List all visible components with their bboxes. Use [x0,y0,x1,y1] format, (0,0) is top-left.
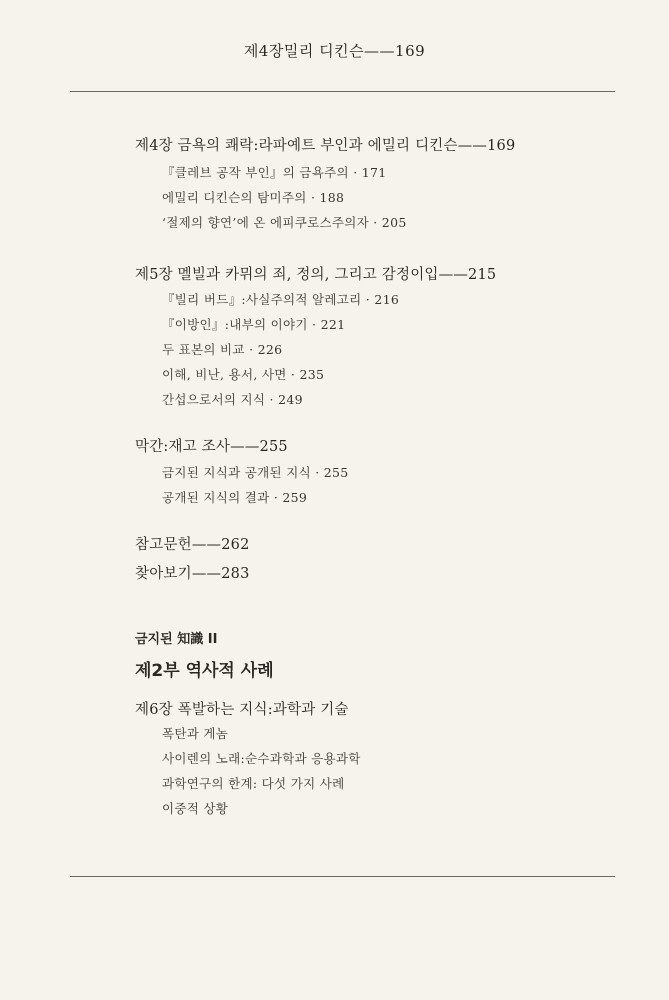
chapter-5-section: 『이방인』:내부의 이야기 · 221 [162,317,346,332]
chapter-6-section: 이중적 상황 [162,801,229,816]
chapter-5-title: 제5장 멜빌과 카뮈의 죄, 정의, 그리고 감정이입——215 [135,267,497,283]
interlude-section: 금지된 지식과 공개된 지식 · 255 [162,465,349,480]
chapter-5-section: 『빌리 버드』:사실주의적 알레고리 · 216 [162,292,400,307]
index-entry: 찾아보기——283 [135,566,250,582]
chapter-5-section: 이해, 비난, 용서, 사면 · 235 [162,367,325,382]
chapter-6-section: 폭탄과 게놈 [162,726,229,741]
chapter-6-title: 제6장 폭발하는 지식:과학과 기술 [135,702,349,718]
chapter-5-section: 간섭으로서의 지식 · 249 [162,392,303,407]
part-2-title: 제2부 역사적 사례 [135,661,274,681]
interlude-title: 막간:재고 조사——255 [135,439,288,455]
chapter-4-section: 에밀리 디킨슨의 탐미주의 · 188 [162,190,345,205]
chapter-4-section: 『클레브 공작 부인』의 금욕주의 · 171 [162,165,387,180]
chapter-5-section: 두 표본의 비교 · 226 [162,342,283,357]
chapter-4-title: 제4장 금욕의 쾌락:라파예트 부인과 에밀리 디킨슨——169 [135,138,516,154]
interlude-section: 공개된 지식의 결과 · 259 [162,490,308,505]
running-head: 제4장밀리 디킨슨——169 [243,42,426,60]
chapter-6-section: 과학연구의 한계: 다섯 가지 사례 [162,776,345,791]
chapter-6-section: 사이렌의 노래:순수과학과 응용과학 [162,751,361,766]
top-rule [70,91,615,92]
references-entry: 참고문헌——262 [135,537,250,553]
volume-label: 금지된 知識 II [135,632,218,647]
bottom-rule [70,876,615,877]
chapter-4-section: ‘절제의 향연’에 온 에피쿠로스주의자 · 205 [162,215,407,230]
